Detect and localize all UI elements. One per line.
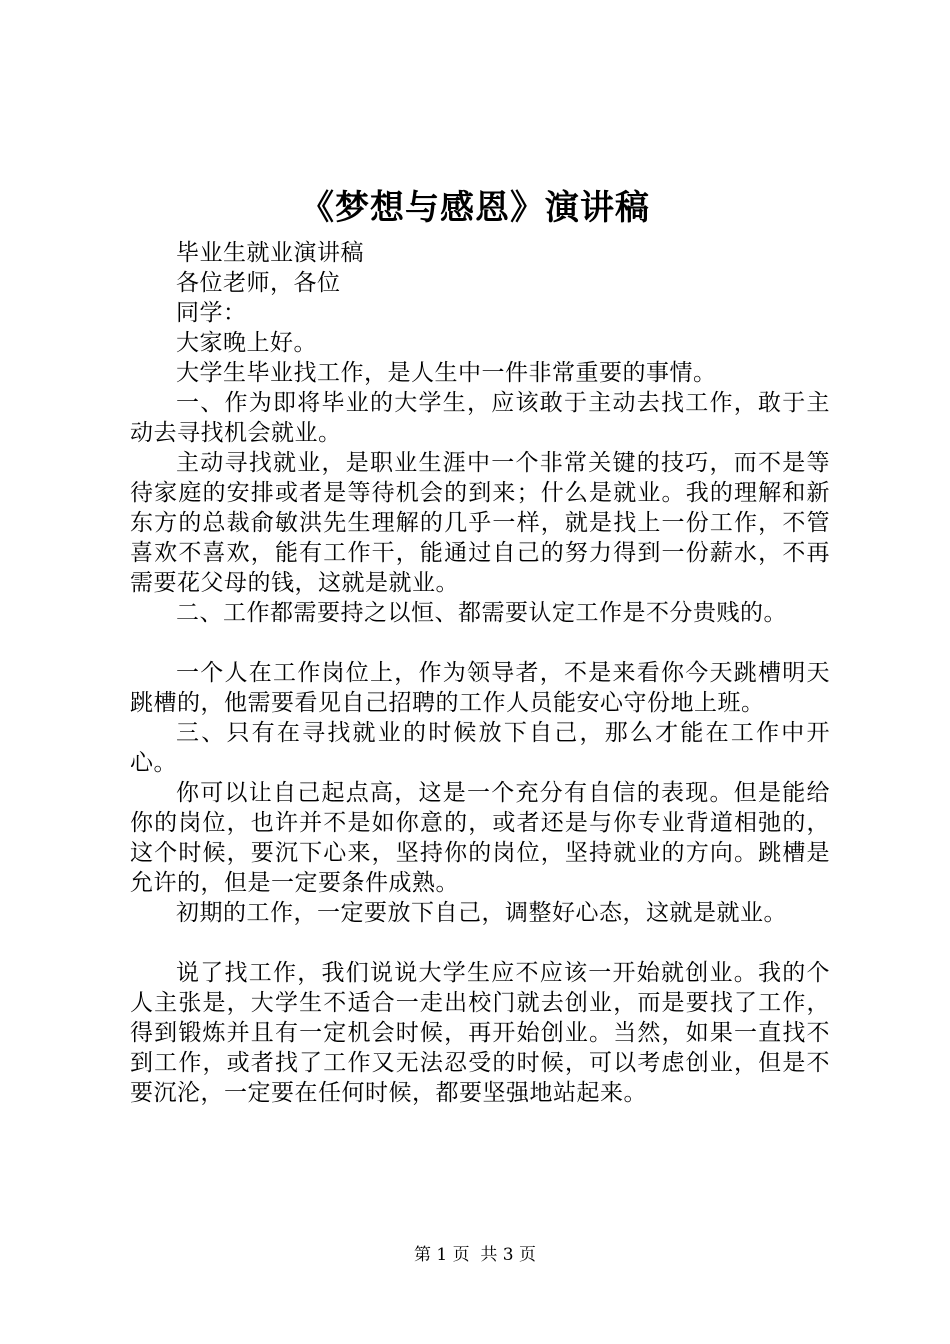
paragraph: 各位老师，各位 (176, 270, 341, 296)
paragraph: 毕业生就业演讲稿 (176, 240, 364, 266)
paragraph: 一、作为即将毕业的大学生，应该敢于主动去找工作，敢于主动去寻找机会就业。 (130, 390, 830, 446)
paragraph: 三、只有在寻找就业的时候放下自己，那么才能在工作中开心。 (130, 720, 830, 776)
paragraph: 大学生毕业找工作，是人生中一件非常重要的事情。 (176, 360, 717, 386)
document-title: 《梦想与感恩》演讲稿 (300, 188, 650, 228)
paragraph: 初期的工作，一定要放下自己，调整好心态，这就是就业。 (176, 900, 787, 926)
page-footer (0, 1243, 950, 1267)
paragraph: 说了找工作，我们说说大学生应不应该一开始就创业。我的个人主张是，大学生不适合一走出校门就去创业，而是要找了工作，得到锻炼并且有一定机会时候，再开始创业。当然，如果一直找不到工作，或者找了工作又无法忍受的时候，可以考虑创业，但是不要沉沦，一定要在任何时候，都要坚强地站起来。 (130, 960, 830, 1106)
paragraph: 同学： (176, 300, 247, 326)
paragraph: 大家晚上好。 (176, 330, 317, 356)
document-body (130, 238, 830, 1108)
paragraph: 二、工作都需要持之以恒、都需要认定工作是不分贵贱的。 (176, 600, 787, 626)
page-number-label: 第 1 页 共 3 页 (413, 1245, 537, 1265)
paragraph: 你可以让自己起点高，这是一个充分有自信的表现。但是能给你的岗位，也许并不是如你意的，或者还是与你专业背道相弛的，这个时候，要沉下心来，坚持你的岗位，坚持就业的方向。跳槽是允许的，但是一定要条件成熟。 (130, 780, 830, 896)
paragraph: 主动寻找就业，是职业生涯中一个非常关键的技巧，而不是等待家庭的安排或者是等待机会的到来；什么是就业。我的理解和新东方的总裁俞敏洪先生理解的几乎一样，就是找上一份工作，不管喜欢不喜欢，能有工作干，能通过自己的努力得到一份薪水，不再需要花父母的钱，这就是就业。 (130, 450, 830, 596)
paragraph: 一个人在工作岗位上，作为领导者，不是来看你今天跳槽明天跳槽的，他需要看见自己招聘的工作人员能安心守份地上班。 (130, 660, 830, 716)
